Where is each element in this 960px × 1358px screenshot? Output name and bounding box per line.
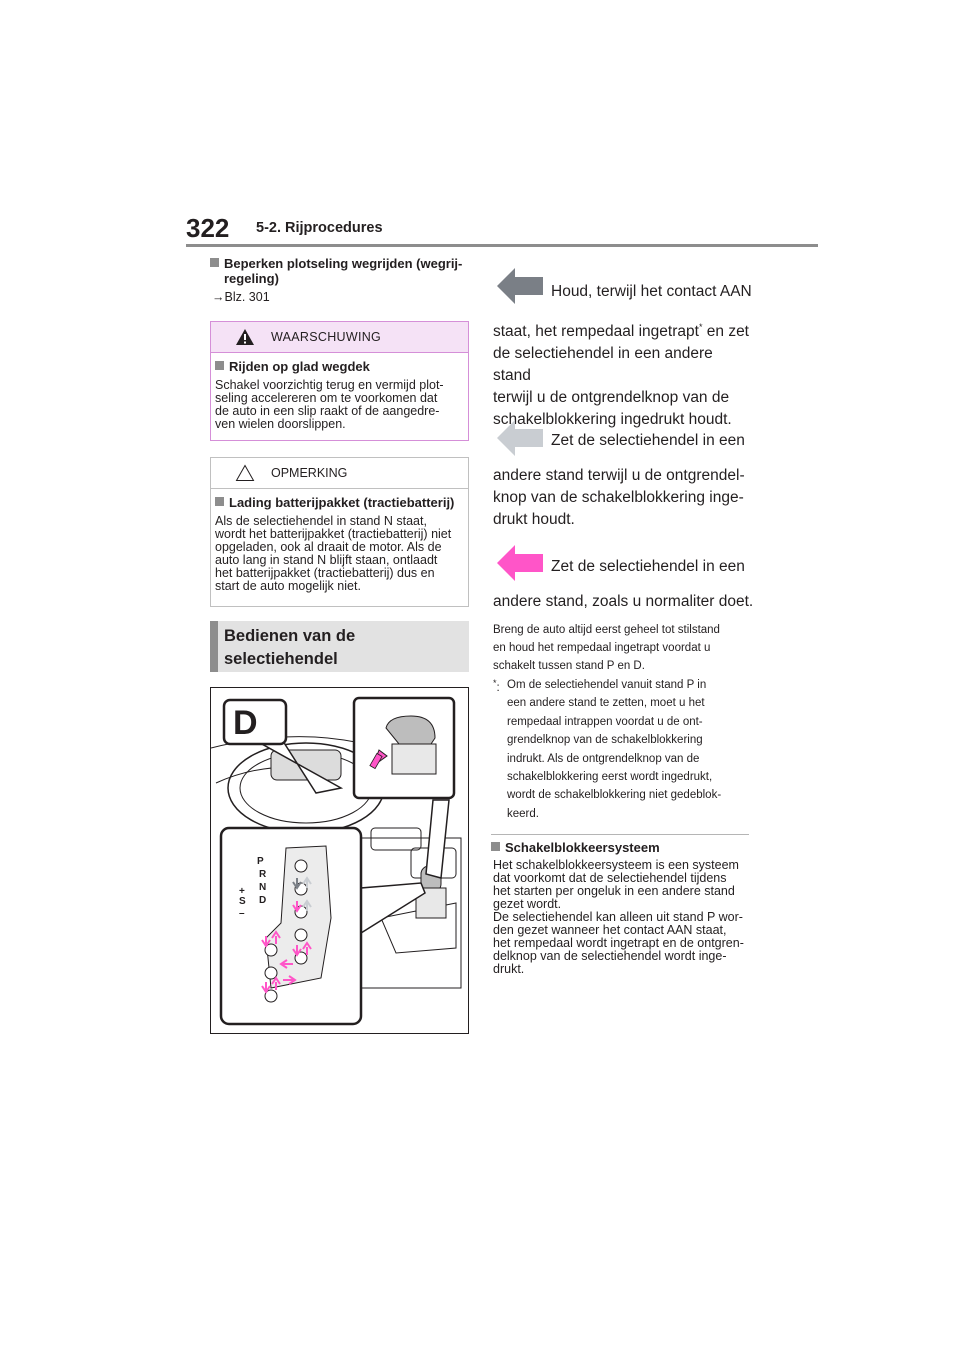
section-heading (210, 621, 469, 672)
paragraph-2: andere stand terwijl u de ontgrendel- knop van de schakelblokkering inge- drukt houdt. (493, 467, 745, 528)
section-heading-line-2: selectiehendel (224, 650, 338, 668)
section-heading-bar (210, 621, 218, 672)
square-bullet-icon (491, 842, 500, 851)
header-rule (186, 244, 818, 247)
left-arrow-icon (497, 420, 543, 456)
note-label: OPMERKING (271, 466, 348, 480)
page-number: 322 (186, 213, 230, 243)
limit-heading: Beperken plotseling wegrijden (wegrij- regeling) (210, 256, 470, 286)
gate-label-d: D (259, 895, 267, 906)
warning-triangle-icon (235, 328, 255, 346)
warning-header (211, 322, 468, 353)
limit-reference: →Blz. 301 (212, 290, 270, 304)
footnote-text: Om de selectiehendel vanuit stand P in een andere stand te zetten, moet u het rempedaal intrappen voordat u de ont- grendelknop van de schakelblokkering indrukt. Als de ontgrendelknop van de schakelblokkering eerst wordt ingedrukt, wordt de schakelblokkering niet gedeblok- keerd. (507, 679, 722, 820)
footnote-marker: *: (493, 678, 500, 694)
section-title: 5-2. Rijprocedures (256, 220, 383, 236)
lock-text: Het schakelblokkeersysteem is een systeem dat voorkomt dat de selectiehendel tijdens het starten per ongeluk in een andere stand gezet wordt. De selectiehendel kan alleen uit stand P wor- den gezet wanneer het contact AAN staat, het rempedaal wordt ingetrapt en de ontgren- delknop van de selectiehendel wordt inge- drukt. (493, 858, 744, 976)
caution-triangle-icon (235, 464, 255, 482)
note-box (210, 457, 469, 607)
lock-heading: Schakelblokkeersysteem (491, 840, 660, 855)
left-arrow-icon (497, 545, 543, 581)
note-text-right: Breng de auto altijd eerst geheel tot stilstand en houd het rempedaal ingetrapt voordat u schakelt tussen stand P en D. (493, 624, 720, 672)
warning-label: WAARSCHUWING (271, 330, 382, 344)
note-text: Als de selectiehendel in stand N staat, wordt het batterijpakket (tractiebatterij) niet opgeladen, ook al draait de motor. Als de auto lang in stand N blijft staan, ontlaadt het batterijpakket (tractiebatterij) dus en start de auto mogelijk niet. (215, 514, 452, 593)
left-arrow-icon (497, 268, 543, 304)
warning-text: Schakel voorzichtig terug en vermijd plot- seling accelereren om te voorkomen dat de auto in een slip raakt of de aangedre- ven wielen doorslippen. (215, 378, 444, 431)
shift-lever-illustration (210, 687, 469, 1034)
gate-label-p: P (257, 856, 264, 867)
paragraph-1: staat, het rempedaal ingetrapt* en zet de selectiehendel in een andere stand terwijl u de ontgrendelknop van de schakelblokkering ingedrukt houdt. (493, 322, 749, 429)
gate-label-minus: – (239, 908, 245, 919)
gear-indicator: D (233, 704, 258, 742)
square-bullet-icon (215, 497, 224, 506)
square-bullet-icon (215, 361, 224, 370)
paragraph-3: andere stand, zoals u normaliter doet. (493, 593, 754, 610)
note-header (211, 458, 468, 489)
note-heading: Lading batterijpakket (tractiebatterij) (215, 495, 462, 510)
gate-label-n: N (259, 882, 267, 893)
gate-label-r: R (259, 869, 267, 880)
gate-label-s: S (239, 896, 246, 907)
warning-box (210, 321, 469, 441)
square-bullet-icon (210, 258, 219, 267)
gate-label-plus: + (239, 886, 245, 897)
arrow-1-text: Houd, terwijl het contact AAN (551, 283, 752, 300)
arrow-2-text: Zet de selectiehendel in een (551, 432, 745, 449)
arrow-3-text: Zet de selectiehendel in een (551, 558, 745, 575)
section-rule (491, 834, 749, 835)
section-heading-line-1: Bedienen van de (224, 627, 356, 645)
warning-heading: Rijden op glad wegdek (215, 359, 462, 374)
